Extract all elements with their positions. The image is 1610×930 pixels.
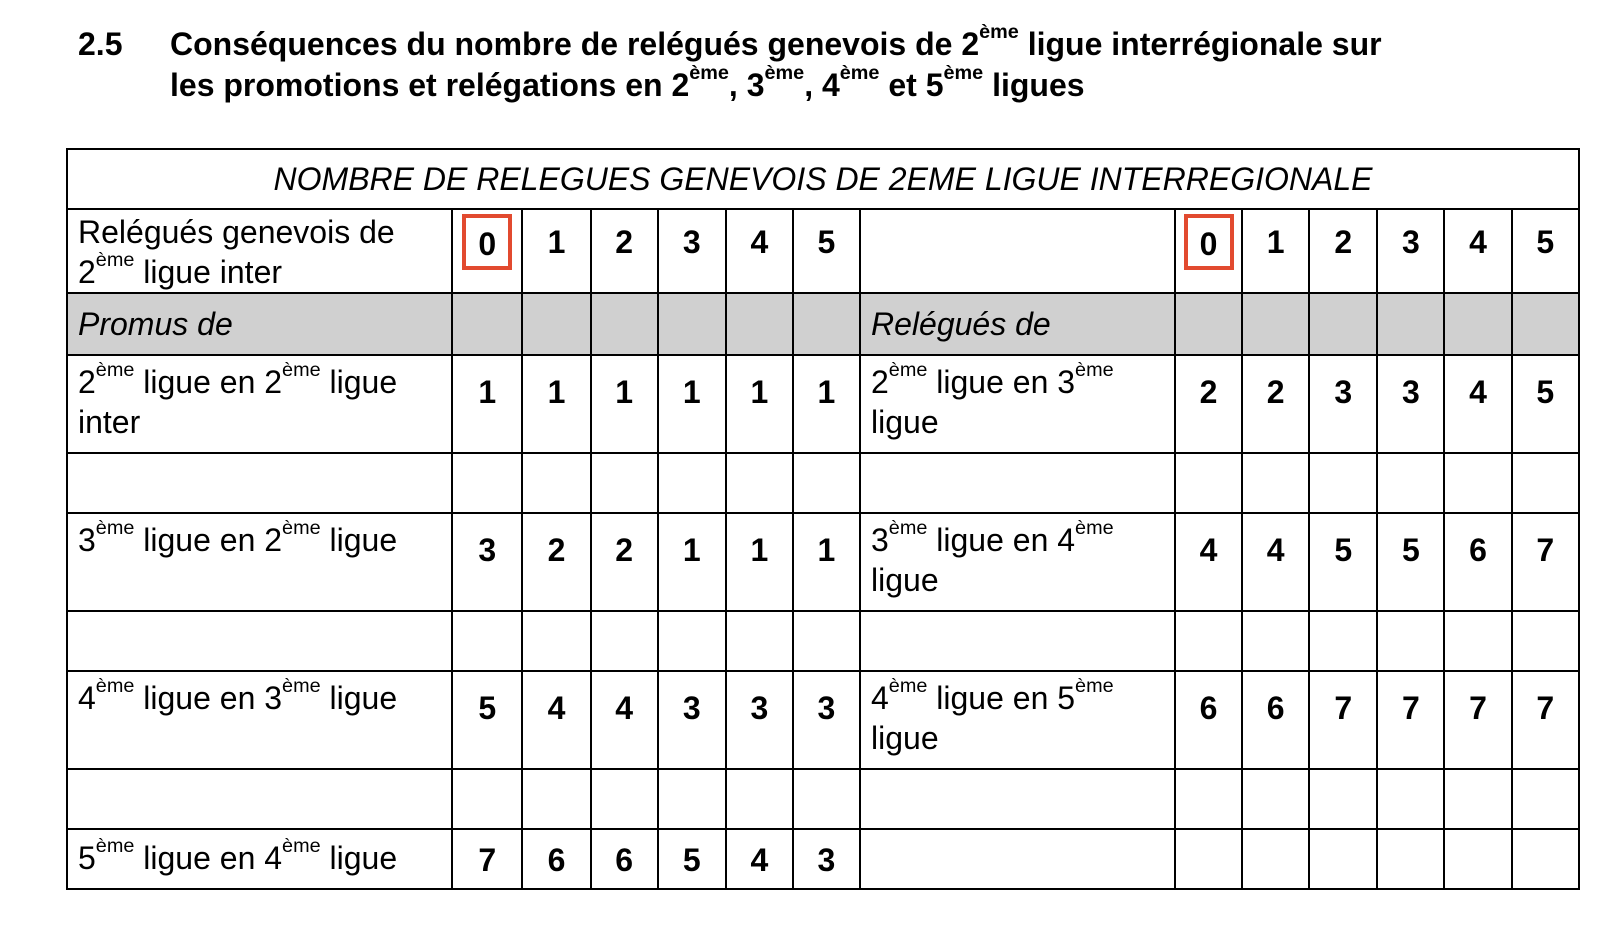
left-value-cell: 4 xyxy=(522,671,590,769)
section-title-line-1: Conséquences du nombre de relégués genevois de 2ème ligue interrégionale sur xyxy=(170,21,1382,62)
count-left-1: 1 xyxy=(522,209,590,293)
left-value-cell: 3 xyxy=(793,829,860,889)
right-value-cell: 6 xyxy=(1175,671,1242,769)
count-right-2: 2 xyxy=(1309,209,1377,293)
left-value-cell: 1 xyxy=(726,355,793,453)
left-value-cell: 1 xyxy=(658,355,726,453)
right-value-cell xyxy=(1175,829,1242,889)
count-left-4: 4 xyxy=(726,209,793,293)
right-value-cell xyxy=(1444,829,1511,889)
right-value-cell: 2 xyxy=(1242,355,1309,453)
left-value-cell: 1 xyxy=(793,355,860,453)
right-value-cell: 5 xyxy=(1512,355,1579,453)
promotion-relegation-table xyxy=(66,148,1580,890)
section-title-line-2: les promotions et relégations en 2ème, 3ème, 4ème et 5ème ligues xyxy=(170,62,1085,103)
highlighted-count-left: 0 xyxy=(462,214,512,270)
left-value-cell: 5 xyxy=(452,671,522,769)
blank-row xyxy=(67,769,1579,829)
right-value-cell: 4 xyxy=(1175,513,1242,611)
right-value-cell: 5 xyxy=(1377,513,1444,611)
table-title: NOMBRE DE RELEGUES GENEVOIS DE 2EME LIGUE INTERREGIONALE xyxy=(67,149,1579,209)
left-value-cell: 2 xyxy=(522,513,590,611)
section-label-promus: Promus de xyxy=(67,293,452,355)
right-value-cell: 4 xyxy=(1444,355,1511,453)
left-value-cell: 4 xyxy=(591,671,658,769)
right-value-cell xyxy=(1309,829,1377,889)
section-number: 2.5 xyxy=(78,26,123,62)
left-value-cell: 1 xyxy=(522,355,590,453)
left-value-cell: 3 xyxy=(658,671,726,769)
count-row-spacer xyxy=(860,209,1175,293)
left-value-cell: 6 xyxy=(591,829,658,889)
right-value-cell: 6 xyxy=(1444,513,1511,611)
right-value-cell: 7 xyxy=(1309,671,1377,769)
left-row-label: 5ème ligue en 4ème ligue xyxy=(67,829,452,889)
left-value-cell: 1 xyxy=(452,355,522,453)
count-left-2: 2 xyxy=(591,209,658,293)
right-value-cell: 4 xyxy=(1242,513,1309,611)
highlighted-count-right: 0 xyxy=(1184,214,1234,270)
left-row-label: 4ème ligue en 3ème ligue xyxy=(67,671,452,769)
right-value-cell: 2 xyxy=(1175,355,1242,453)
left-row-label: 3ème ligue en 2ème ligue xyxy=(67,513,452,611)
right-value-cell: 5 xyxy=(1309,513,1377,611)
count-left-3: 3 xyxy=(658,209,726,293)
left-value-cell: 1 xyxy=(658,513,726,611)
table-row xyxy=(67,355,1579,453)
blank-row xyxy=(67,611,1579,671)
count-right-5: 5 xyxy=(1512,209,1579,293)
left-value-cell: 2 xyxy=(591,513,658,611)
count-right-0 xyxy=(1175,209,1242,293)
left-value-cell: 1 xyxy=(591,355,658,453)
right-value-cell: 7 xyxy=(1444,671,1511,769)
right-row-label xyxy=(860,829,1175,889)
right-value-cell: 3 xyxy=(1309,355,1377,453)
right-value-cell: 6 xyxy=(1242,671,1309,769)
left-value-cell: 3 xyxy=(452,513,522,611)
table-row xyxy=(67,513,1579,611)
table-row xyxy=(67,671,1579,769)
left-value-cell: 1 xyxy=(726,513,793,611)
count-right-3: 3 xyxy=(1377,209,1444,293)
count-right-1: 1 xyxy=(1242,209,1309,293)
left-value-cell: 7 xyxy=(452,829,522,889)
right-row-label: 2ème ligue en 3ème ligue xyxy=(860,355,1175,453)
section-label-relegues: Relégués de xyxy=(860,293,1175,355)
right-value-cell xyxy=(1512,829,1579,889)
section-title xyxy=(170,21,1382,106)
right-value-cell xyxy=(1377,829,1444,889)
blank-row xyxy=(67,453,1579,513)
count-left-0 xyxy=(452,209,522,293)
right-value-cell: 7 xyxy=(1512,513,1579,611)
left-value-cell: 3 xyxy=(793,671,860,769)
left-value-cell: 6 xyxy=(522,829,590,889)
left-row-label: 2ème ligue en 2ème ligue inter xyxy=(67,355,452,453)
right-value-cell xyxy=(1242,829,1309,889)
table-row xyxy=(67,829,1579,889)
count-left-5: 5 xyxy=(793,209,860,293)
right-row-label: 4ème ligue en 5ème ligue xyxy=(860,671,1175,769)
right-row-label: 3ème ligue en 4ème ligue xyxy=(860,513,1175,611)
count-row-label: Relégués genevois de 2ème ligue inter xyxy=(67,209,452,293)
count-right-4: 4 xyxy=(1444,209,1511,293)
left-value-cell: 3 xyxy=(726,671,793,769)
left-value-cell: 4 xyxy=(726,829,793,889)
right-value-cell: 3 xyxy=(1377,355,1444,453)
left-value-cell: 1 xyxy=(793,513,860,611)
right-value-cell: 7 xyxy=(1512,671,1579,769)
right-value-cell: 7 xyxy=(1377,671,1444,769)
left-value-cell: 5 xyxy=(658,829,726,889)
